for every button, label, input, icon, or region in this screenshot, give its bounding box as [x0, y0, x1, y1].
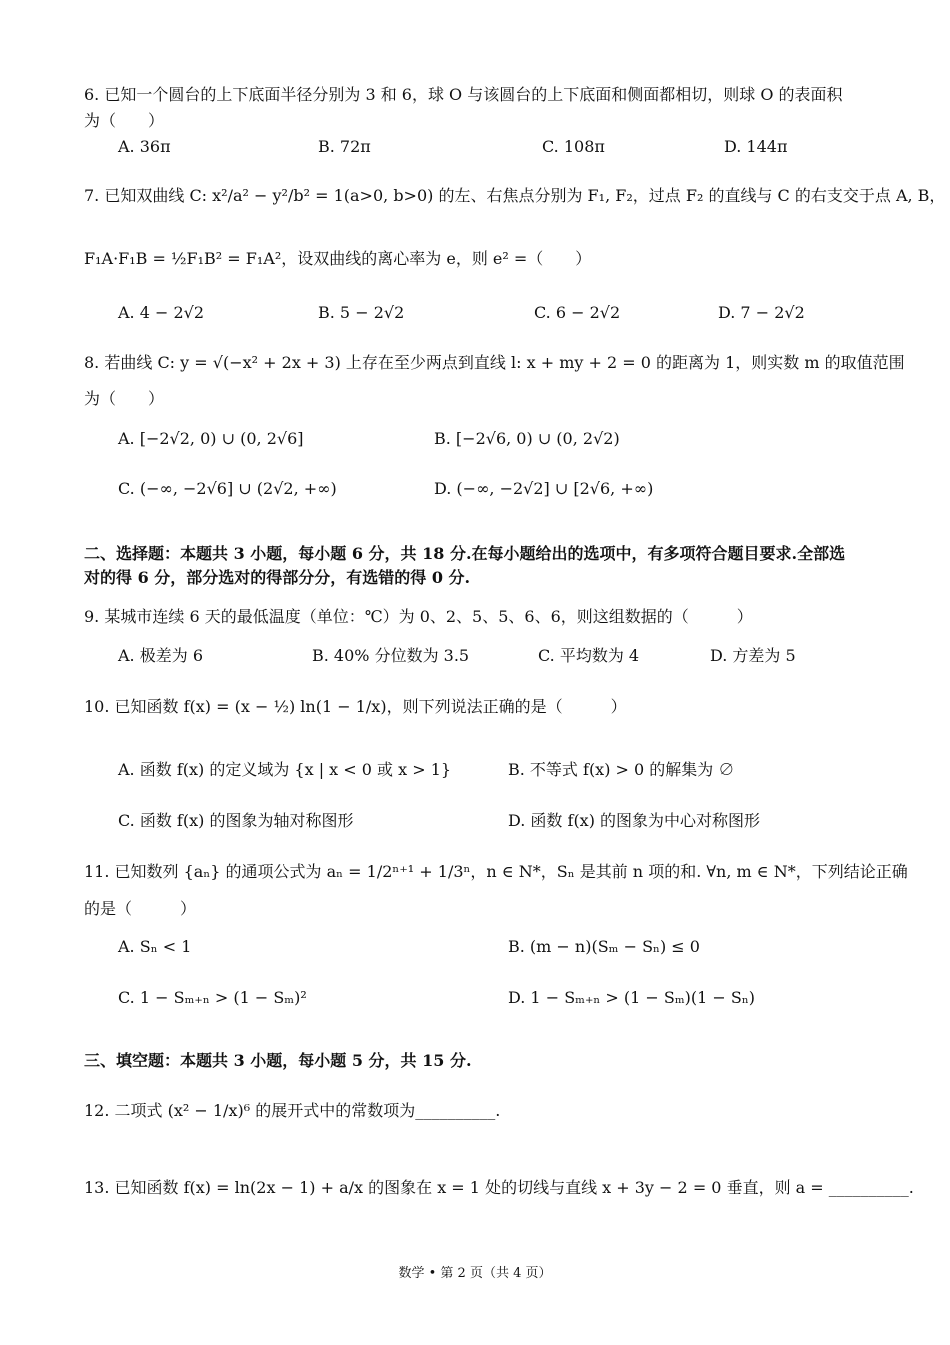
q10-option-b: B. 不等式 f(x) > 0 的解集为 ∅ — [508, 760, 735, 779]
section-2-heading: 二、选择题：本题共 3 小题，每小题 6 分，共 18 分.在每小题给出的选项中，有多项符合题目要求.全部选 — [84, 544, 846, 563]
q10-option-d: D. 函数 f(x) 的图象为中心对称图形 — [508, 811, 761, 830]
q11-option-a: A. Sₙ < 1 — [118, 937, 192, 956]
q8-option-d: D. (−∞, −2√2] ∪ [2√6, +∞) — [434, 479, 654, 498]
q6-stem-cont: 为（ ） — [84, 111, 165, 130]
q8-stem-cont: 为（ ） — [84, 389, 165, 408]
q7-option-a: A. 4 − 2√2 — [118, 303, 205, 322]
q11-stem-cont: 的是（ ） — [84, 899, 197, 918]
q7-stem-cont: F₁A·F₁B = ½F₁B² = F₁A²，设双曲线的离心率为 e，则 e² =（ ） — [84, 249, 592, 268]
q7-option-b: B. 5 − 2√2 — [318, 303, 405, 322]
q11-stem: 11. 已知数列 {aₙ} 的通项公式为 aₙ = 1/2ⁿ⁺¹ + 1/3ⁿ，n ∈ N*，Sₙ 是其前 n 项的和. ∀n, m ∈ N*，下列结论正确 — [84, 862, 908, 881]
q13-stem: 13. 已知函数 f(x) = ln(2x − 1) + a/x 的图象在 x = 1 处的切线与直线 x + 3y − 2 = 0 垂直，则 a = __________. — [84, 1178, 914, 1197]
q6-option-b: B. 72π — [318, 137, 371, 156]
section-3-heading: 三、填空题：本题共 3 小题，每小题 5 分，共 15 分. — [84, 1051, 472, 1070]
q8-option-b: B. [−2√6, 0) ∪ (0, 2√2) — [434, 429, 620, 448]
q11-option-c: C. 1 − Sₘ₊ₙ > (1 − Sₘ)² — [118, 988, 307, 1007]
q9-option-a: A. 极差为 6 — [118, 646, 203, 665]
q6-option-a: A. 36π — [118, 137, 171, 156]
q10-option-a: A. 函数 f(x) 的定义域为 {x | x < 0 或 x > 1} — [118, 760, 452, 779]
page-footer: 数学 • 第 2 页（共 4 页） — [398, 1266, 552, 1281]
q11-option-d: D. 1 − Sₘ₊ₙ > (1 − Sₘ)(1 − Sₙ) — [508, 988, 756, 1007]
q9-option-d: D. 方差为 5 — [710, 646, 796, 665]
q10-option-c: C. 函数 f(x) 的图象为轴对称图形 — [118, 811, 354, 830]
q11-option-b: B. (m − n)(Sₘ − Sₙ) ≤ 0 — [508, 937, 700, 956]
q6-option-d: D. 144π — [724, 137, 788, 156]
q6-option-c: C. 108π — [542, 137, 605, 156]
q9-option-b: B. 40% 分位数为 3.5 — [312, 646, 470, 665]
q8-option-a: A. [−2√2, 0) ∪ (0, 2√6] — [118, 429, 304, 448]
q8-option-c: C. (−∞, −2√6] ∪ (2√2, +∞) — [118, 479, 337, 498]
q12-stem: 12. 二项式 (x² − 1/x)⁶ 的展开式中的常数项为__________. — [84, 1101, 501, 1120]
section-2-heading-cont: 对的得 6 分，部分选对的得部分分，有选错的得 0 分. — [84, 568, 471, 587]
q8-stem: 8. 若曲线 C: y = √(−x² + 2x + 3) 上存在至少两点到直线 l: x + my + 2 = 0 的距离为 1，则实数 m 的取值范围 — [84, 353, 905, 372]
q7-option-c: C. 6 − 2√2 — [534, 303, 621, 322]
q6-stem: 6. 已知一个圆台的上下底面半径分别为 3 和 6，球 O 与该圆台的上下底面和侧面都相切，则球 O 的表面积 — [84, 85, 843, 104]
q10-stem: 10. 已知函数 f(x) = (x − ½) ln(1 − 1/x)，则下列说法正确的是（ ） — [84, 697, 627, 716]
q7-option-d: D. 7 − 2√2 — [718, 303, 805, 322]
q9-option-c: C. 平均数为 4 — [538, 646, 640, 665]
q7-stem: 7. 已知双曲线 C: x²/a² − y²/b² = 1(a>0, b>0) 的左、右焦点分别为 F₁, F₂，过点 F₂ 的直线与 C 的右支交于点 A, B， — [84, 186, 946, 205]
q9-stem: 9. 某城市连续 6 天的最低温度（单位：℃）为 0、2、5、5、6、6，则这组数据的（ ） — [84, 607, 753, 626]
